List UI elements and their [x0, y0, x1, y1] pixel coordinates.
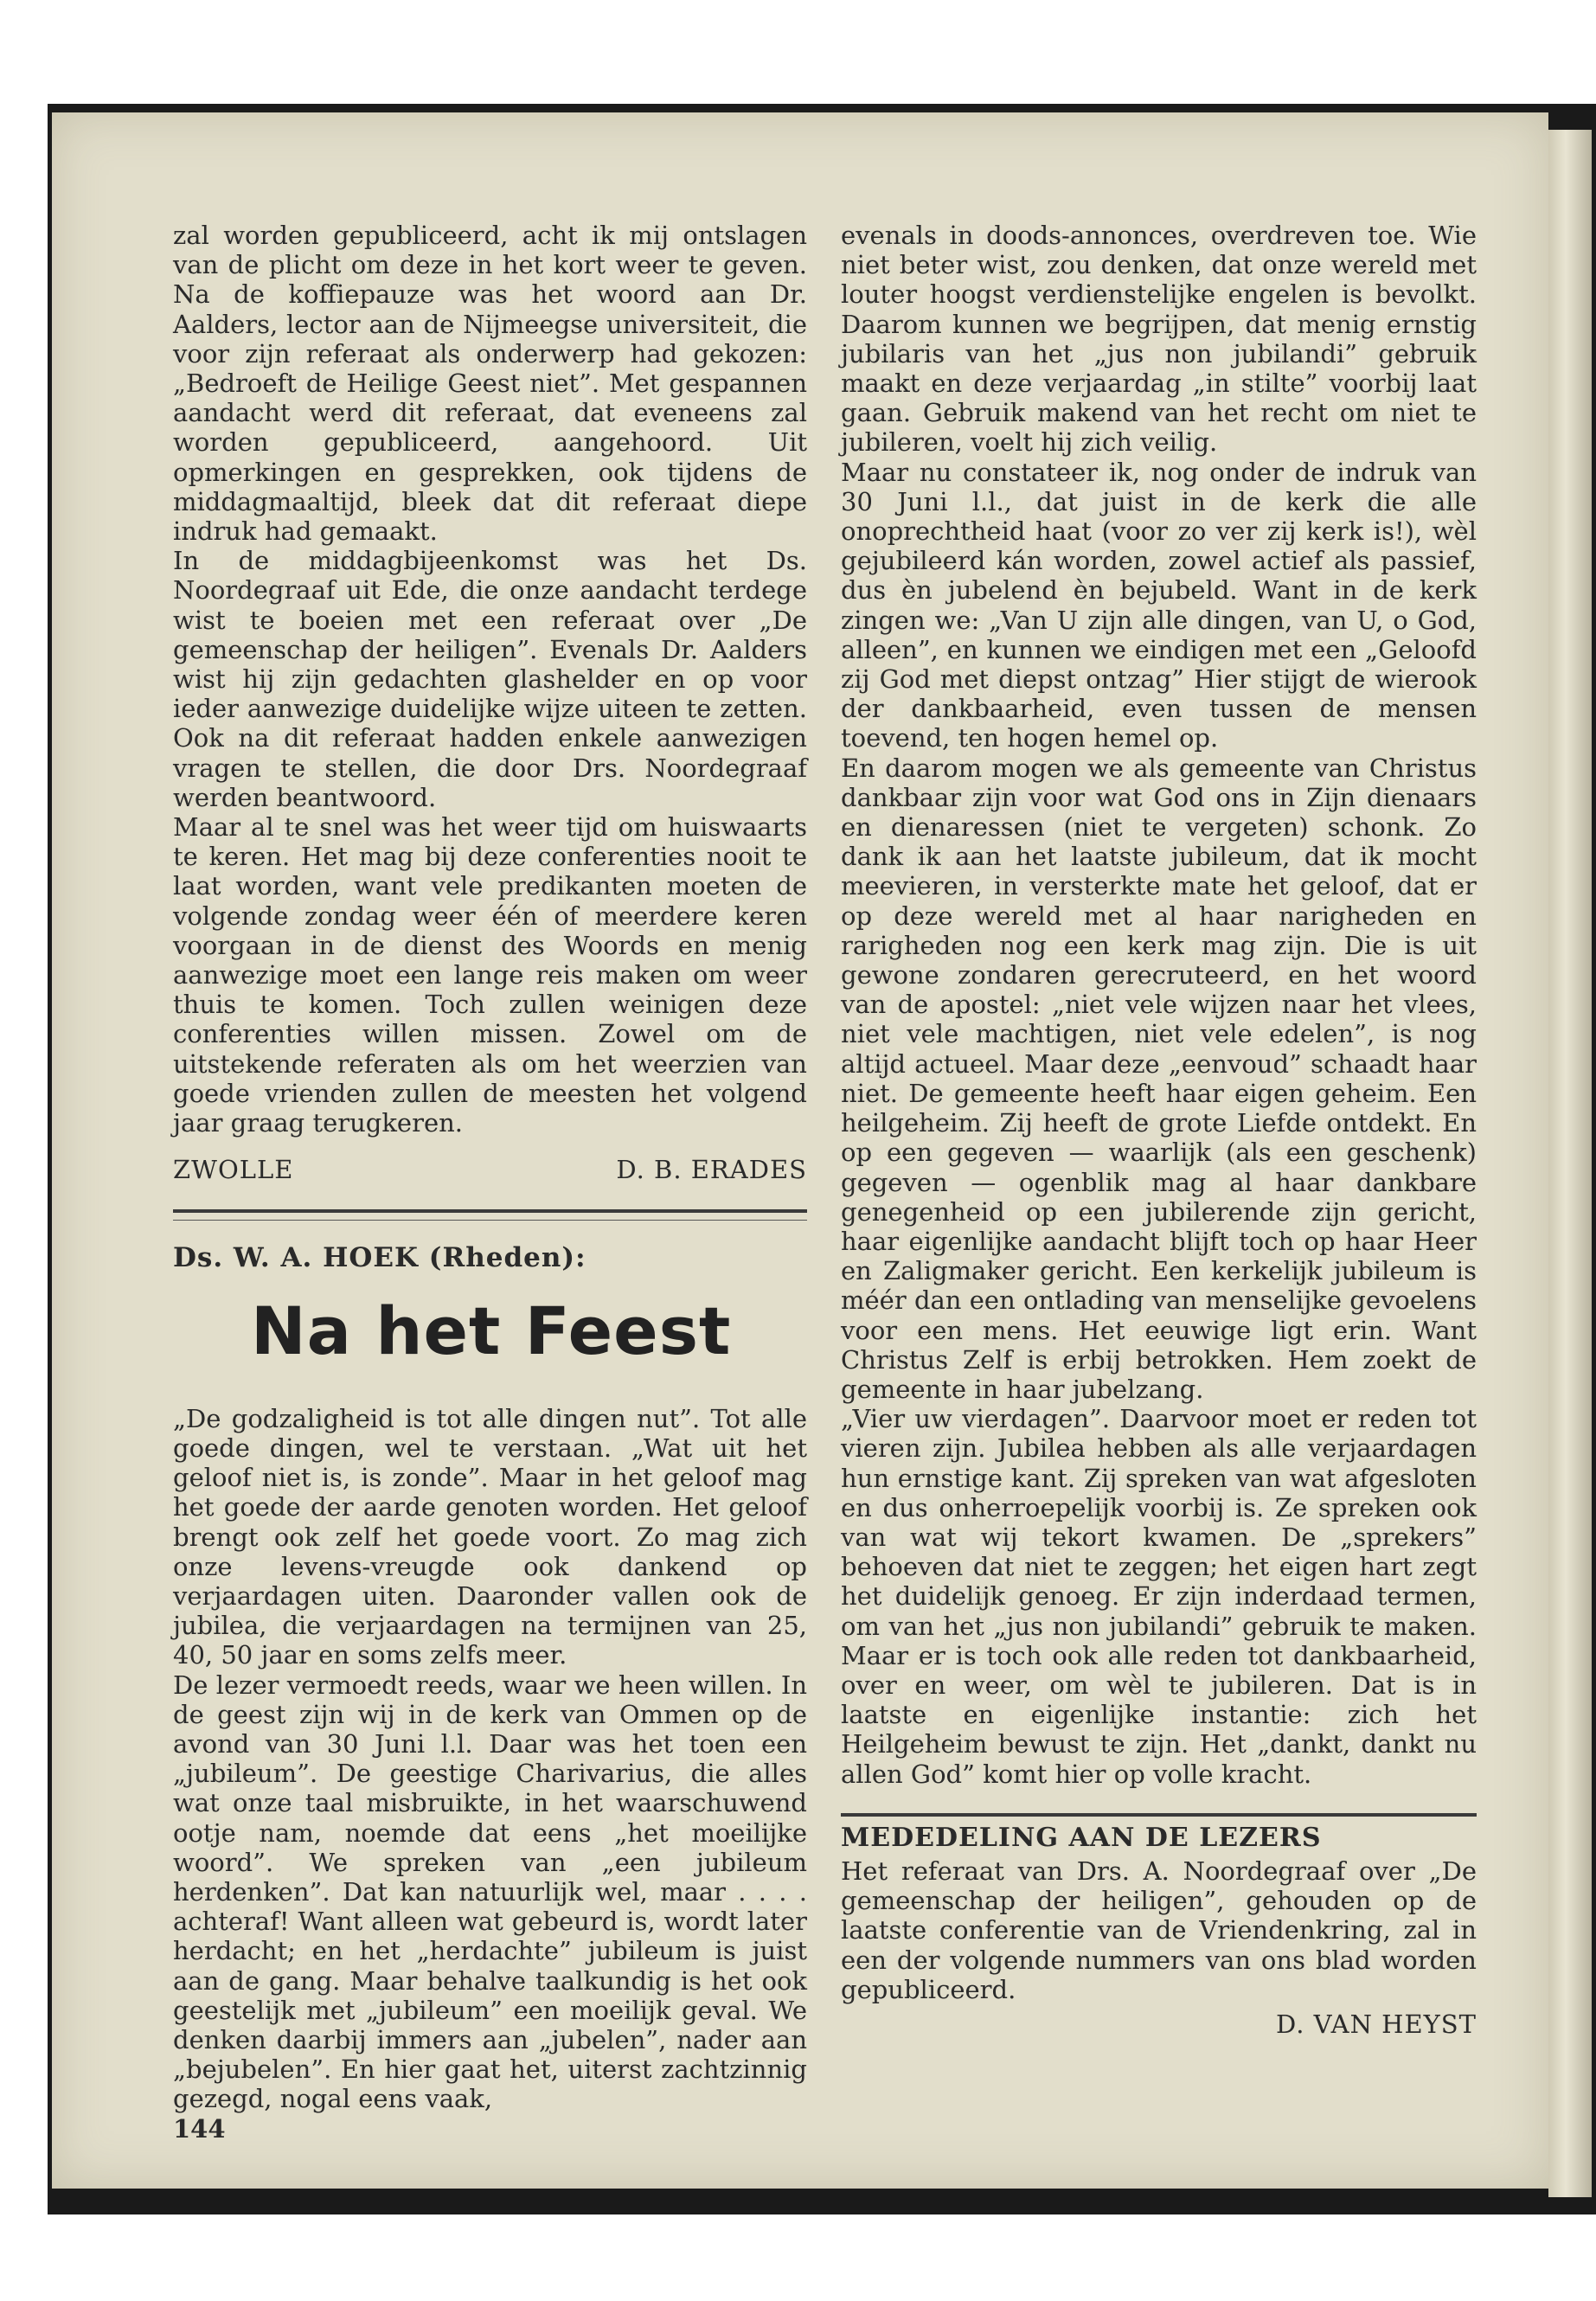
notice-title: MEDEDELING AAN DE LEZERS — [841, 1822, 1322, 1853]
left-column — [173, 221, 807, 2144]
paragraph: evenals in doods-annonces, overdreven toe. Wie niet beter wist, zou denken, dat onze wereld met louter hoogst verdienstelijke engelen is bevolkt. Daarom kunnen we begrijpen, dat menig ernstig jubilaris van het „jus non jubilandi” gebruik maakt en deze verjaardag „in stilte” voorbij laat gaan. Gebruik makend van het recht om niet te jubileren, voelt hij zich veilig. — [841, 221, 1477, 458]
paragraph: Maar al te snel was het weer tijd om huiswaarts te keren. Het mag bij deze conferenties nooit te laat worden, want vele predikanten moeten de volgende zondag weer één of meerdere keren voorgaan in de dienst des Woords en menig aanwezige moet een lange reis maken om weer thuis te komen. Toch zullen weinigen deze conferenties willen missen. Zowel om de uitstekende referaten als om het weerzien van goede vrienden zullen de meesten het volgend jaar graag terugkeren. — [173, 812, 807, 1138]
signature-name: D. B. ERADES — [616, 1155, 807, 1185]
page-edge — [1548, 130, 1592, 2197]
article-headline: Na het Feest — [251, 1292, 732, 1369]
conference-report-signature — [173, 1155, 807, 1184]
paragraph: „Vier uw vierdagen”. Daarvoor moet er reden tot vieren zijn. Jubilea hebben als alle verjaardagen hun ernstige kant. Zij spreken van wat afgesloten en dus onherroepelijk voorbij is. Ze spreken ook van wat wij tekort kwamen. De „sprekers” behoeven dat niet te zeggen; het eigen hart zegt het duidelijk genoeg. Er zijn inderdaad termen, om van het „jus non jubilandi” gebruik te maken. Maar er is toch ook alle reden tot dankbaarheid, over en weer, om wèl te jubileren. Dat is in laatste en eigenlijke instantie: zich het Heilgeheim bewust te zijn. Het „dankt, dankt nu allen God” komt hier op volle kracht. — [841, 1404, 1477, 1789]
paragraph: En daarom mogen we als gemeente van Christus dankbaar zijn voor wat God ons in Zijn dienaars en dienaressen (niet te vergeten) schonk. Zo dank ik aan het laatste jubileum, dat ik mocht meevieren, in versterkte mate het geloof, dat er op deze wereld met al haar narigheden en rarigheden nog een kerk mag zijn. Die is uit gewone zondaren gerecruteerd, en het woord van de apostel: „niet vele wijzen naar het vlees, niet vele machtigen, niet vele edelen”, is nog altijd actueel. Maar deze „eenvoud” schaadt haar niet. De gemeente heeft haar eigen geheim. Een heilgeheim. Zij heeft de grote Liefde ontdekt. En op een gegeven — waarlijk (als een geschenk) gegeven — ogenblik mag al haar dankbare genegenheid op een jubilerende zijn gericht, haar eigenlijke aandacht blijft toch op haar Heer en Zaligmaker gericht. Een kerkelijk jubileum is méér dan een ontlading van menselijke gevoelens voor een mens. Het eeuwige ligt erin. Want Christus Zelf is erbij betrokken. Hem zoekt de gemeente in haar jubelzang. — [841, 753, 1477, 1404]
paragraph: „De godzaligheid is tot alle dingen nut”. Tot alle goede dingen, wel te verstaan. „Wat uit het geloof niet is, is zonde”. Maar in het geloof mag het goede der aarde genoten worden. Het geloof brengt ook zelf het goede voort. Zo mag zich onze levens-vreugde ook dankend op verjaardagen uiten. Daaronder vallen ook de jubilea, die verjaardagen na termijnen van 25, 40, 50 jaar en soms zelfs meer. — [173, 1403, 807, 1670]
page-number: 144 — [173, 2113, 226, 2144]
article-byline: Ds. W. A. HOEK (Rheden): — [173, 1241, 586, 1273]
signature-place: ZWOLLE — [173, 1155, 294, 1185]
section-divider-thin — [173, 1220, 807, 1221]
paragraph: zal worden gepubliceerd, acht ik mij ontslagen van de plicht om deze in het kort weer te geven. Na de koffiepauze was het woord aan Dr. Aalders, lector aan de Nijmeegse universiteit, die voor zijn referaat als onderwerp had gekozen: „Bedroeft de Heilige Geest niet”. Met gespannen aandacht werd dit referaat, dat eveneens zal worden gepubliceerd, aangehoord. Uit opmerkingen en gesprekken, ook tijdens de middagmaaltijd, bleek dat dit referaat diepe indruk had gemaakt. — [173, 221, 807, 547]
section-divider — [173, 1209, 807, 1213]
notice-signature: D. VAN HEYST — [1276, 2009, 1477, 2039]
paragraph: De lezer vermoedt reeds, waar we heen willen. In de geest zijn wij in de kerk van Ommen op de avond van 30 Juni l.l. Daar was het toen een „jubileum”. De geestige Charivarius, die alles wat onze taal misbruikte, in het waarschuwend ootje nam, noemde dat eens „het moeilijke woord”. We spreken van „een jubileum herdenken”. Dat kan natuurlijk wel, maar . . . . achteraf! Want alleen wat gebeurd is, wordt later herdacht; en het „herdachte” jubileum is juist aan de gang. Maar behalve taalkundig is het ook geestelijk met „jubileum” een moeilijk geval. We denken daarbij immers aan „jubelen”, nader aan „bejubelen”. En hier gaat het, uiterst zachtzinnig gezegd, nogal eens vaak, — [173, 1670, 807, 2114]
notice-text: Het referaat van Drs. A. Noordegraaf over „De gemeenschap der heiligen”, gehouden op de laatste conferentie van de Vriendenkring, zal in een der volgende nummers van ons blad worden gepubliceerd. — [841, 1856, 1477, 2004]
paragraph: Maar nu constateer ik, nog onder de indruk van 30 Juni l.l., dat juist in de kerk die alle onoprechtheid haat (voor zo ver zij kerk is!), wèl gejubileerd kán worden, zowel actief als passief, dus èn jubelend èn bejubeld. Want in de kerk zingen we: „Van U zijn alle dingen, van U, o God, alleen”, en kunnen we eindigen met een „Geloofd zij God met diepst ontzag” Hier stijgt de wierook der dankbaarheid, even tussen de mensen toevend, ten hogen hemel op. — [841, 457, 1477, 753]
right-column — [841, 221, 1477, 2039]
paragraph: In de middagbijeenkomst was het Ds. Noordegraaf uit Ede, die onze aandacht terdege wist te boeien met een referaat over „De gemeenschap der heiligen”. Evenals Dr. Aalders wist hij zijn gedachten glashelder en op voor ieder aanwezige duidelijke wijze uiteen te zetten. Ook na dit referaat hadden enkele aanwezigen vragen te stellen, die door Drs. Noordegraaf werden beantwoord. — [173, 546, 807, 812]
section-divider — [841, 1813, 1477, 1817]
